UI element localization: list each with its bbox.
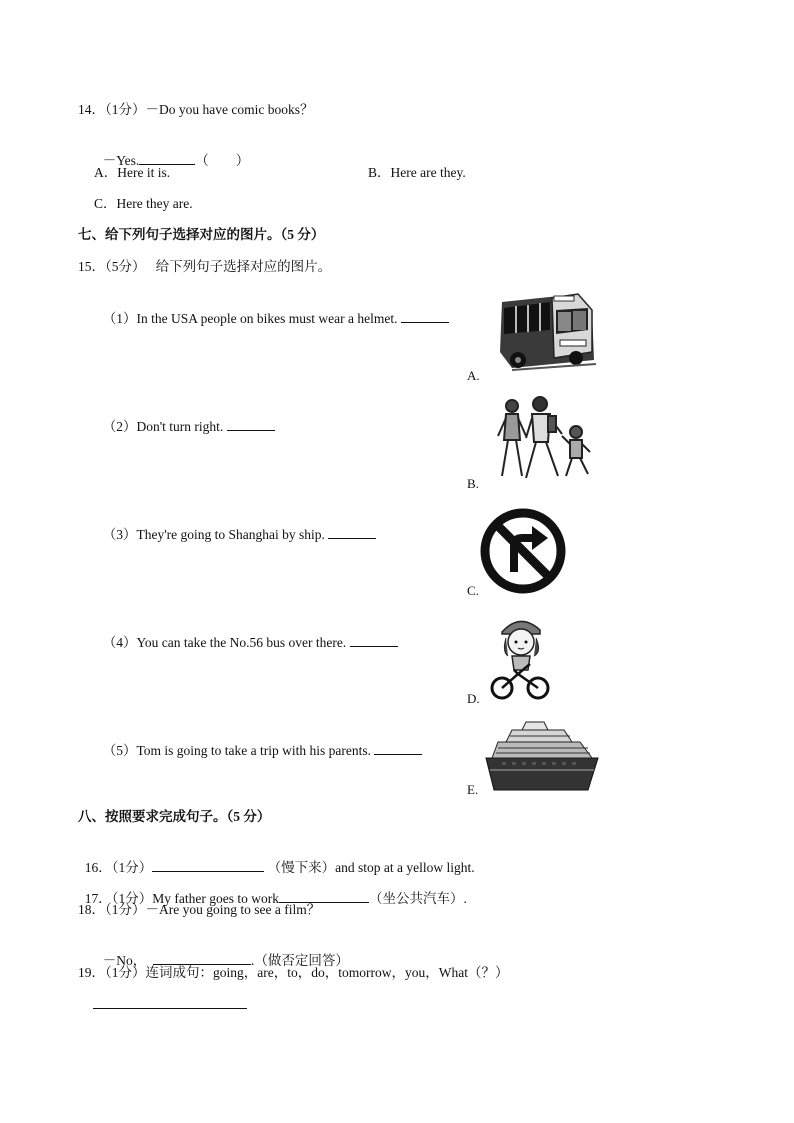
q15-item-5-text: （5）Tom is going to take a trip with his parents.	[102, 743, 372, 758]
q15-item-3	[96, 506, 376, 544]
q18-answer-suffix: .（做否定回答）	[251, 953, 349, 968]
q19-stem: 19．（1分）连词成句：going，are，to，do，tomorrow，you，What（？）	[78, 965, 509, 980]
q14-stem: 14．（1分）－Do you have comic books？	[78, 102, 314, 117]
q15-item-4-blank[interactable]	[350, 632, 398, 647]
q14-answer-blank[interactable]	[139, 150, 195, 165]
q15-item-4	[96, 614, 398, 652]
q14-answer-paren: （ ）	[195, 153, 250, 168]
picture-label-b: B.	[467, 476, 479, 491]
q14-option-a[interactable]: A．Here it is.	[94, 165, 171, 180]
q15-item-3-text: （3）They're going to Shanghai by ship.	[102, 527, 325, 542]
q18-stem: 18．（1分）－Are you going to see a film？	[78, 902, 321, 917]
cruise-ship-icon	[484, 718, 600, 794]
q15-item-3-blank[interactable]	[328, 524, 376, 539]
picture-label-d: D.	[467, 691, 480, 706]
q14-option-b[interactable]: B．Here are they.	[368, 165, 466, 180]
q15-item-1-text: （1）In the USA people on bikes must wear a helmet.	[102, 311, 398, 326]
picture-label-e: E.	[467, 782, 479, 797]
q18-answer-prefix: －No，	[102, 953, 147, 968]
q15-item-2	[96, 398, 275, 436]
q19-answer-blank[interactable]	[93, 1008, 247, 1009]
q15-item-2-blank[interactable]	[227, 416, 275, 431]
q15-item-5-blank[interactable]	[374, 740, 422, 755]
q15-stem: 15．（5分） 给下列句子选择对应的图片。	[78, 259, 332, 274]
q15-item-2-text: （2）Don't turn right.	[102, 419, 224, 434]
walking-family-icon	[492, 396, 596, 482]
q14-option-c[interactable]: C．Here they are.	[94, 196, 193, 211]
q15-item-1	[96, 290, 449, 328]
child-cycling-helmet-icon	[488, 612, 552, 702]
q15-item-4-text: （4）You can take the No.56 bus over there.	[102, 635, 347, 650]
section8-heading: 八、按照要求完成句子。（5 分）	[78, 809, 271, 824]
q17-suffix: （坐公共汽车）.	[368, 891, 467, 906]
no-right-turn-sign-icon	[478, 506, 568, 596]
picture-label-a: A.	[467, 368, 480, 383]
q16-prefix: 16．（1分）	[84, 860, 153, 875]
q14-answer-prefix: －Yes.	[102, 153, 140, 168]
bus-icon	[492, 290, 600, 376]
q17-prefix: 17．（1分）My father goes to work	[84, 891, 279, 906]
q16-suffix: （慢下来）and stop at a yellow light.	[267, 860, 475, 875]
q15-item-5	[96, 722, 422, 760]
section7-heading: 七、给下列句子选择对应的图片。（5 分）	[78, 227, 325, 242]
q15-item-1-blank[interactable]	[401, 308, 449, 323]
q18-blank[interactable]	[153, 950, 251, 965]
picture-label-c: C.	[467, 583, 479, 598]
